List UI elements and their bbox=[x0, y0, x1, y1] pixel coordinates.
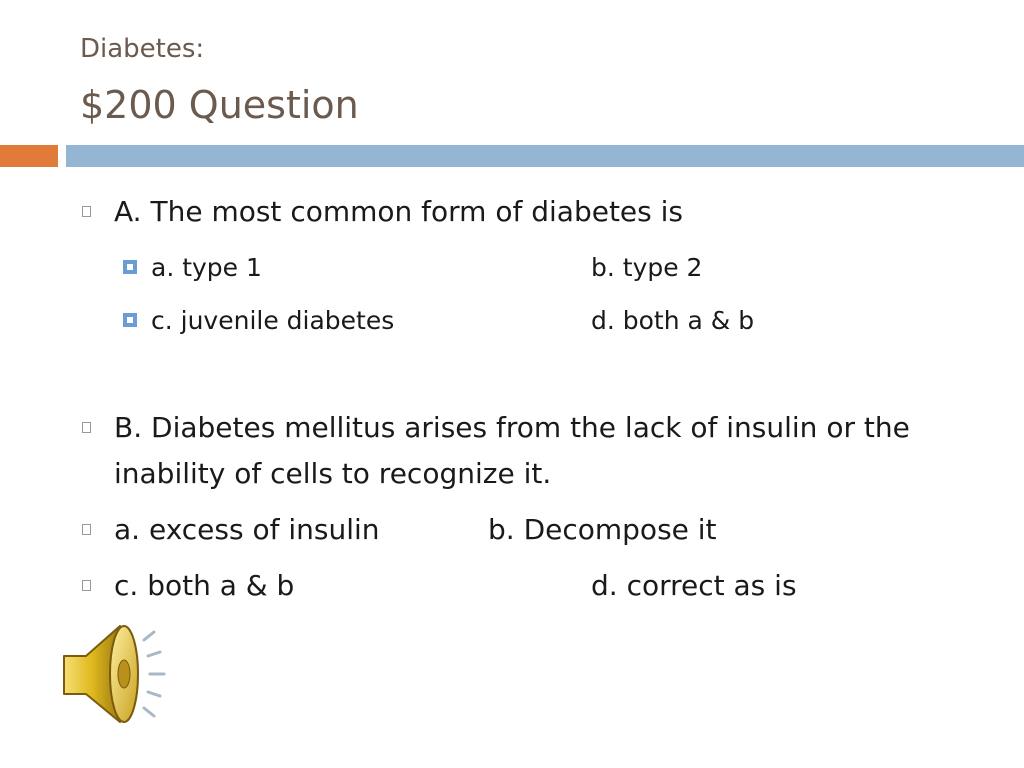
question-b-stem-line2: inability of cells to recognize it. bbox=[114, 457, 552, 490]
speaker-icon[interactable] bbox=[58, 618, 178, 737]
bullet-icon bbox=[82, 580, 91, 591]
question-b-option-b: b. Decompose it bbox=[488, 513, 717, 546]
slide-title-line2: $200 Question bbox=[80, 83, 359, 127]
question-b-option-d: d. correct as is bbox=[591, 569, 797, 602]
question-a-option-a: a. type 1 bbox=[151, 253, 262, 282]
question-a-stem: A. The most common form of diabetes is bbox=[114, 195, 684, 228]
slide-title-line1: Diabetes: bbox=[80, 34, 205, 64]
sub-bullet-icon bbox=[123, 260, 137, 274]
question-b-option-c: c. both a & b bbox=[114, 569, 295, 602]
sub-bullet-icon bbox=[123, 313, 137, 327]
title-accent-bar bbox=[0, 145, 58, 167]
question-a-option-b: b. type 2 bbox=[591, 253, 703, 282]
question-b-option-a: a. excess of insulin bbox=[114, 513, 380, 546]
bullet-icon bbox=[82, 524, 91, 535]
bullet-icon bbox=[82, 206, 91, 217]
title-divider-bar bbox=[66, 145, 1024, 167]
question-a-option-d: d. both a & b bbox=[591, 306, 755, 335]
bullet-icon bbox=[82, 422, 91, 433]
question-a-option-c: c. juvenile diabetes bbox=[151, 306, 395, 335]
question-b-stem-line1: B. Diabetes mellitus arises from the lack of insulin or the bbox=[114, 411, 910, 444]
